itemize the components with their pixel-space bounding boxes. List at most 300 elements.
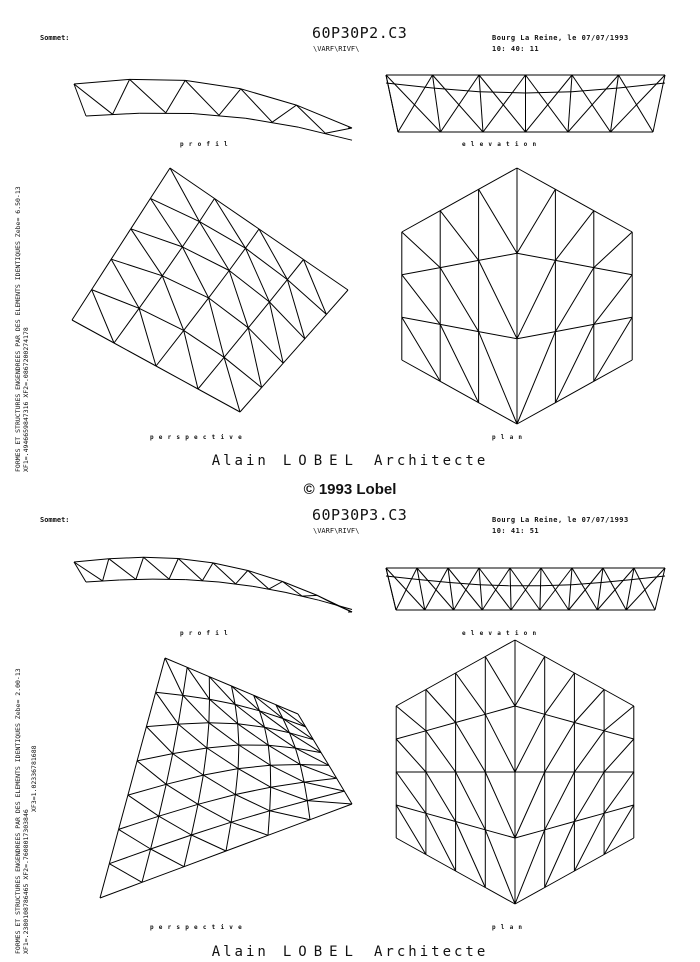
perspective-edge xyxy=(137,754,173,761)
plan-edge xyxy=(555,189,593,210)
plan-edge xyxy=(485,714,515,772)
elevation-edge xyxy=(568,75,619,132)
perspective-edge xyxy=(151,816,159,849)
elevation-edge xyxy=(540,568,541,610)
sheet-1-drawings xyxy=(0,0,700,480)
plan-edge xyxy=(604,706,634,731)
perspective-edge xyxy=(270,765,304,782)
file-path: \VARF\RIVF\ xyxy=(313,45,360,53)
drawing-sheet-2 xyxy=(0,482,700,962)
perspective-edge xyxy=(209,271,230,298)
plan-edge xyxy=(426,690,456,723)
plan-edge xyxy=(402,211,440,232)
plan-edge xyxy=(545,723,575,773)
plan-edge xyxy=(396,706,426,731)
perspective-edge xyxy=(119,816,159,829)
perspective-edge xyxy=(207,745,239,748)
perspective-edge xyxy=(229,271,269,302)
plan-edge xyxy=(485,772,515,838)
perspective-edge xyxy=(270,787,271,811)
elevation-edge xyxy=(417,568,454,610)
perspective-edge xyxy=(146,724,178,727)
perspective-edge xyxy=(146,692,155,726)
perspective-edge xyxy=(178,724,207,748)
profile-edge xyxy=(269,582,283,590)
plan-edge xyxy=(440,324,478,331)
perspective-edge xyxy=(271,787,308,800)
plan-edge xyxy=(479,260,517,338)
plan-edge xyxy=(594,268,632,275)
architect-last-name: LOBEL xyxy=(282,944,360,960)
perspective-edge xyxy=(119,829,151,849)
perspective-edge xyxy=(300,765,329,766)
elevation-edge xyxy=(619,83,666,88)
perspective-edge xyxy=(173,724,179,754)
perspective-edge xyxy=(137,727,146,761)
perspective-edge xyxy=(238,724,239,745)
profile-edge xyxy=(246,118,299,127)
elevation-edge xyxy=(510,568,511,610)
plan-edge xyxy=(555,211,593,261)
plan-edge xyxy=(456,822,486,830)
profile-edge xyxy=(74,562,103,581)
copyright-notice: © 1993 Lobel xyxy=(303,481,397,498)
elevation-edge xyxy=(611,75,619,132)
perspective-edge xyxy=(268,820,310,836)
perspective-edge xyxy=(259,229,304,260)
plan-edge xyxy=(426,673,456,690)
architect-role: Architecte xyxy=(374,453,489,469)
file-path: \VARF\RIVF\ xyxy=(313,527,360,535)
plan-edge xyxy=(479,332,517,339)
plan-edge xyxy=(396,690,426,707)
plan-edge xyxy=(515,830,545,904)
view-label-perspective: perspective xyxy=(150,434,247,441)
elevation-edge xyxy=(634,568,655,610)
perspective-edge xyxy=(184,851,226,867)
perspective-edge xyxy=(238,765,270,768)
view-label-elevation: elevation xyxy=(462,141,542,148)
plan-edge xyxy=(479,253,517,260)
perspective-edge xyxy=(109,849,150,864)
plan-edge xyxy=(517,168,555,189)
plan-edge xyxy=(479,332,517,424)
profile-edge xyxy=(166,80,185,113)
time-stamp: 10: 41: 51 xyxy=(492,527,540,535)
perspective-edge xyxy=(198,357,224,389)
perspective-edge xyxy=(271,782,304,787)
plan-edge xyxy=(604,772,634,813)
perspective-edge xyxy=(142,867,184,883)
perspective-edge xyxy=(226,835,268,851)
side-caption-line3: XF3=1.02336781688 xyxy=(30,745,38,812)
perspective-edge xyxy=(166,754,173,785)
file-title: 60P30P2.C3 xyxy=(312,24,408,42)
perspective-edge xyxy=(162,247,182,276)
perspective-edge xyxy=(159,816,192,835)
view-label-plan: plan xyxy=(492,434,528,441)
perspective-edge xyxy=(111,229,131,259)
plan-edge xyxy=(574,731,604,772)
elevation-edge xyxy=(626,568,665,610)
perspective-edge xyxy=(156,692,179,724)
profile-edge xyxy=(325,128,352,133)
perspective-edge xyxy=(229,248,245,270)
elevation-edge xyxy=(454,568,479,610)
perspective-edge xyxy=(304,778,337,782)
view-label-perspective: perspective xyxy=(150,924,247,931)
plan-edge xyxy=(426,723,456,731)
perspective-edge xyxy=(139,276,162,309)
plan-edge xyxy=(515,830,545,838)
elevation-edge xyxy=(433,75,441,132)
plan-edge xyxy=(517,189,555,253)
elevation-edge xyxy=(417,579,448,582)
plan-edge xyxy=(594,360,632,381)
perspective-edge xyxy=(246,248,288,279)
plan-edge xyxy=(555,260,593,267)
plan-edge xyxy=(545,714,575,722)
perspective-edge xyxy=(156,330,184,366)
profile-edge xyxy=(178,559,213,563)
perspective-edge xyxy=(119,795,128,829)
perspective-edge xyxy=(239,745,270,765)
perspective-edge xyxy=(235,704,238,723)
elevation-edge xyxy=(569,568,572,610)
elevation-edge xyxy=(386,568,396,610)
elevation-edge xyxy=(626,568,634,610)
plan-edge xyxy=(440,211,478,261)
perspective-edge xyxy=(72,320,114,343)
elevation-edge xyxy=(479,585,510,586)
perspective-edge xyxy=(262,363,284,387)
side-caption-line2: XF1=.4946659847316 XF2=.0867200274178 xyxy=(22,327,30,472)
perspective-edge xyxy=(287,280,326,315)
perspective-edge xyxy=(235,787,270,794)
perspective-edge xyxy=(203,775,235,794)
plan-edge xyxy=(545,822,575,888)
perspective-edge xyxy=(203,748,207,775)
plan-edge xyxy=(456,871,486,888)
sommet-label: Sommet: xyxy=(40,516,70,524)
plan-edge xyxy=(594,211,632,232)
plan-edge xyxy=(594,232,632,268)
perspective-edge xyxy=(209,298,249,328)
profile-edge xyxy=(236,571,248,584)
architect-first-name: Alain xyxy=(211,453,269,469)
elevation-edge xyxy=(433,75,484,132)
perspective-edge xyxy=(326,290,348,314)
elevation-edge xyxy=(568,75,572,132)
profile-edge xyxy=(219,89,241,116)
plan-edge xyxy=(456,657,486,674)
elevation-edge xyxy=(655,568,665,610)
perspective-edge xyxy=(191,835,226,851)
sommet-label: Sommet: xyxy=(40,34,70,42)
plan-edge xyxy=(515,657,545,707)
plan-edge xyxy=(515,772,545,838)
plan-edge xyxy=(574,673,604,690)
perspective-edge xyxy=(128,761,137,795)
plan-edge xyxy=(604,731,634,739)
perspective-edge xyxy=(159,804,198,816)
perspective-edge xyxy=(173,754,204,776)
profile-edge xyxy=(74,559,109,562)
perspective-edge xyxy=(209,723,238,724)
perspective-edge xyxy=(146,727,172,754)
elevation-edge xyxy=(541,585,572,586)
perspective-edge xyxy=(173,748,207,754)
perspective-edge xyxy=(114,343,156,366)
perspective-edge xyxy=(307,801,352,804)
perspective-edge xyxy=(235,795,269,811)
perspective-edge xyxy=(300,765,336,779)
elevation-edge xyxy=(511,568,541,610)
perspective-edge xyxy=(166,775,203,784)
perspective-edge xyxy=(198,795,235,805)
plan-edge xyxy=(517,332,555,339)
plan-edge xyxy=(515,714,545,772)
plan-edge xyxy=(555,268,593,332)
elevation-edge xyxy=(510,568,540,610)
perspective-edge xyxy=(304,782,344,791)
plan-edge xyxy=(485,830,515,904)
perspective-edge xyxy=(207,723,209,748)
plan-edge xyxy=(485,706,515,714)
perspective-edge xyxy=(209,677,231,686)
perspective-edge xyxy=(287,260,303,280)
plan-edge xyxy=(402,317,440,381)
plan-edge xyxy=(402,360,440,381)
perspective-edge xyxy=(232,686,254,695)
perspective-edge xyxy=(215,199,246,249)
plan-edge xyxy=(545,673,575,714)
perspective-edge xyxy=(224,328,248,358)
perspective-edge xyxy=(259,229,287,280)
perspective-edge xyxy=(191,804,198,835)
perspective-edge xyxy=(198,804,231,822)
profile-edge xyxy=(109,557,144,558)
plan-edge xyxy=(515,888,545,905)
profile-edge xyxy=(296,105,325,133)
perspective-edge xyxy=(151,849,184,867)
profile-edge xyxy=(296,105,352,128)
perspective-edge xyxy=(199,222,245,249)
perspective-edge xyxy=(198,389,240,412)
plan-edge xyxy=(515,640,545,657)
elevation-edge xyxy=(398,75,433,132)
perspective-edge xyxy=(182,222,199,247)
elevation-edge xyxy=(572,75,611,132)
perspective-edge xyxy=(246,248,270,302)
perspective-edge xyxy=(248,302,269,328)
perspective-edge xyxy=(184,835,191,867)
plan-edge xyxy=(545,871,575,888)
plan-edge xyxy=(456,723,486,773)
profile-edge xyxy=(213,563,236,584)
plan-edge xyxy=(440,324,478,402)
perspective-edge xyxy=(72,290,92,320)
perspective-edge xyxy=(156,366,198,389)
profile-edge xyxy=(213,563,248,571)
plan-edge xyxy=(396,739,426,772)
plan-edge xyxy=(456,673,486,714)
elevation-edge xyxy=(597,568,634,610)
perspective-edge xyxy=(178,695,183,724)
perspective-edge xyxy=(268,745,270,765)
profile-edge xyxy=(136,557,144,579)
perspective-edge xyxy=(191,822,231,835)
view-label-elevation: elevation xyxy=(462,630,542,637)
plan-edge xyxy=(517,403,555,424)
elevation-edge xyxy=(619,75,654,132)
plan-edge xyxy=(594,317,632,381)
perspective-edge xyxy=(270,811,310,820)
plan-edge xyxy=(440,268,478,332)
plan-edge xyxy=(426,731,456,772)
plan-edge xyxy=(517,260,555,338)
profile-edge xyxy=(144,557,170,579)
perspective-edge xyxy=(170,168,215,199)
perspective-edge xyxy=(310,804,352,820)
perspective-edge xyxy=(203,769,238,776)
perspective-edge xyxy=(159,784,166,816)
perspective-edge xyxy=(184,330,198,389)
perspective-edge xyxy=(198,775,203,804)
perspective-edge xyxy=(131,229,183,247)
perspective-edge xyxy=(109,829,118,863)
drawing-sheet-1 xyxy=(0,0,700,480)
elevation-edge xyxy=(603,579,634,582)
perspective-edge xyxy=(235,769,238,795)
profile-edge xyxy=(248,571,283,582)
profile-edge xyxy=(302,595,317,596)
elevation-edge xyxy=(386,568,425,610)
perspective-edge xyxy=(165,658,183,695)
plan-edge xyxy=(594,317,632,324)
perspective-edge xyxy=(128,784,166,795)
side-caption-line1: FORMES ET STRUCTURES ENGENDREES PAR DES ELEMENTS IDENTIQUES Zebe= 6.50-13 xyxy=(14,186,22,472)
plan-edge xyxy=(485,657,515,707)
plan-edge xyxy=(479,168,517,189)
elevation-edge xyxy=(417,568,425,610)
plan-edge xyxy=(440,260,478,267)
plan-edge xyxy=(485,830,515,838)
perspective-edge xyxy=(229,271,248,328)
file-title: 60P30P3.C3 xyxy=(312,506,408,524)
perspective-edge xyxy=(156,692,183,695)
plan-edge xyxy=(517,253,555,260)
elevation-edge xyxy=(386,83,433,88)
plan-edge xyxy=(456,714,486,722)
plan-edge xyxy=(515,706,545,714)
perspective-edge xyxy=(238,769,271,788)
elevation-edge xyxy=(479,92,526,93)
perspective-edge xyxy=(300,765,304,783)
profile-edge xyxy=(169,559,178,580)
perspective-edge xyxy=(305,314,327,338)
elevation-edge xyxy=(433,88,480,92)
view-label-profil: profil xyxy=(180,141,233,148)
place-date: Bourg La Reine, le 07/07/1993 xyxy=(492,516,629,524)
perspective-edge xyxy=(231,811,270,822)
view-label-profil: profil xyxy=(180,630,233,637)
architect-signature xyxy=(0,453,700,469)
plan-edge xyxy=(517,332,555,424)
plan-edge xyxy=(485,888,515,905)
perspective-edge xyxy=(114,308,139,343)
elevation-edge xyxy=(572,568,597,610)
perspective-edge xyxy=(92,259,112,289)
profile-edge xyxy=(178,559,202,581)
perspective-edge xyxy=(269,280,287,302)
profile-edge xyxy=(192,114,245,119)
elevation-edge xyxy=(448,582,479,584)
profile-edge xyxy=(113,79,130,114)
side-caption-line2: XF1=.2380108786465 XF2=.7608017303846 xyxy=(22,809,30,954)
plan-edge xyxy=(456,822,486,888)
perspective-edge xyxy=(209,699,210,723)
plan-edge xyxy=(402,268,440,275)
perspective-edge xyxy=(269,302,283,363)
profile-edge xyxy=(103,559,109,581)
perspective-edge xyxy=(248,328,283,363)
architect-signature xyxy=(0,944,700,960)
profile-edge xyxy=(153,579,186,580)
plan-edge xyxy=(479,403,517,424)
profile-edge xyxy=(219,582,252,586)
plan-edge xyxy=(402,317,440,324)
plan-edge xyxy=(479,189,517,253)
plan-edge xyxy=(555,324,593,331)
profile-edge xyxy=(252,586,285,592)
elevation-edge xyxy=(479,75,483,132)
perspective-edge xyxy=(156,658,165,692)
perspective-edge xyxy=(182,247,208,298)
plan-edge xyxy=(396,731,426,739)
perspective-edge xyxy=(183,695,210,699)
profile-edge xyxy=(109,559,136,580)
perspective-edge xyxy=(100,864,109,898)
plan-edge xyxy=(545,822,575,830)
profile-edge xyxy=(130,79,186,80)
plan-edge xyxy=(456,772,486,830)
perspective-edge xyxy=(109,864,142,883)
perspective-edge xyxy=(270,765,300,766)
elevation-edge xyxy=(479,568,482,610)
perspective-edge xyxy=(231,795,235,823)
plan-edge xyxy=(604,690,634,707)
elevation-edge xyxy=(396,568,417,610)
time-stamp: 10: 40: 11 xyxy=(492,45,540,53)
plan-edge xyxy=(485,640,515,657)
plan-edge xyxy=(555,324,593,402)
perspective-edge xyxy=(131,198,151,228)
perspective-edge xyxy=(209,723,239,745)
plan-edge xyxy=(440,189,478,210)
perspective-edge xyxy=(238,745,239,769)
architect-role: Architecte xyxy=(374,944,489,960)
perspective-edge xyxy=(283,339,305,363)
architect-first-name: Alain xyxy=(211,944,269,960)
perspective-edge xyxy=(226,822,231,851)
elevation-edge xyxy=(441,75,480,132)
perspective-edge xyxy=(224,357,240,412)
perspective-edge xyxy=(231,822,268,835)
plan-edge xyxy=(402,232,440,268)
perspective-edge xyxy=(183,695,209,722)
perspective-edge xyxy=(215,199,260,230)
